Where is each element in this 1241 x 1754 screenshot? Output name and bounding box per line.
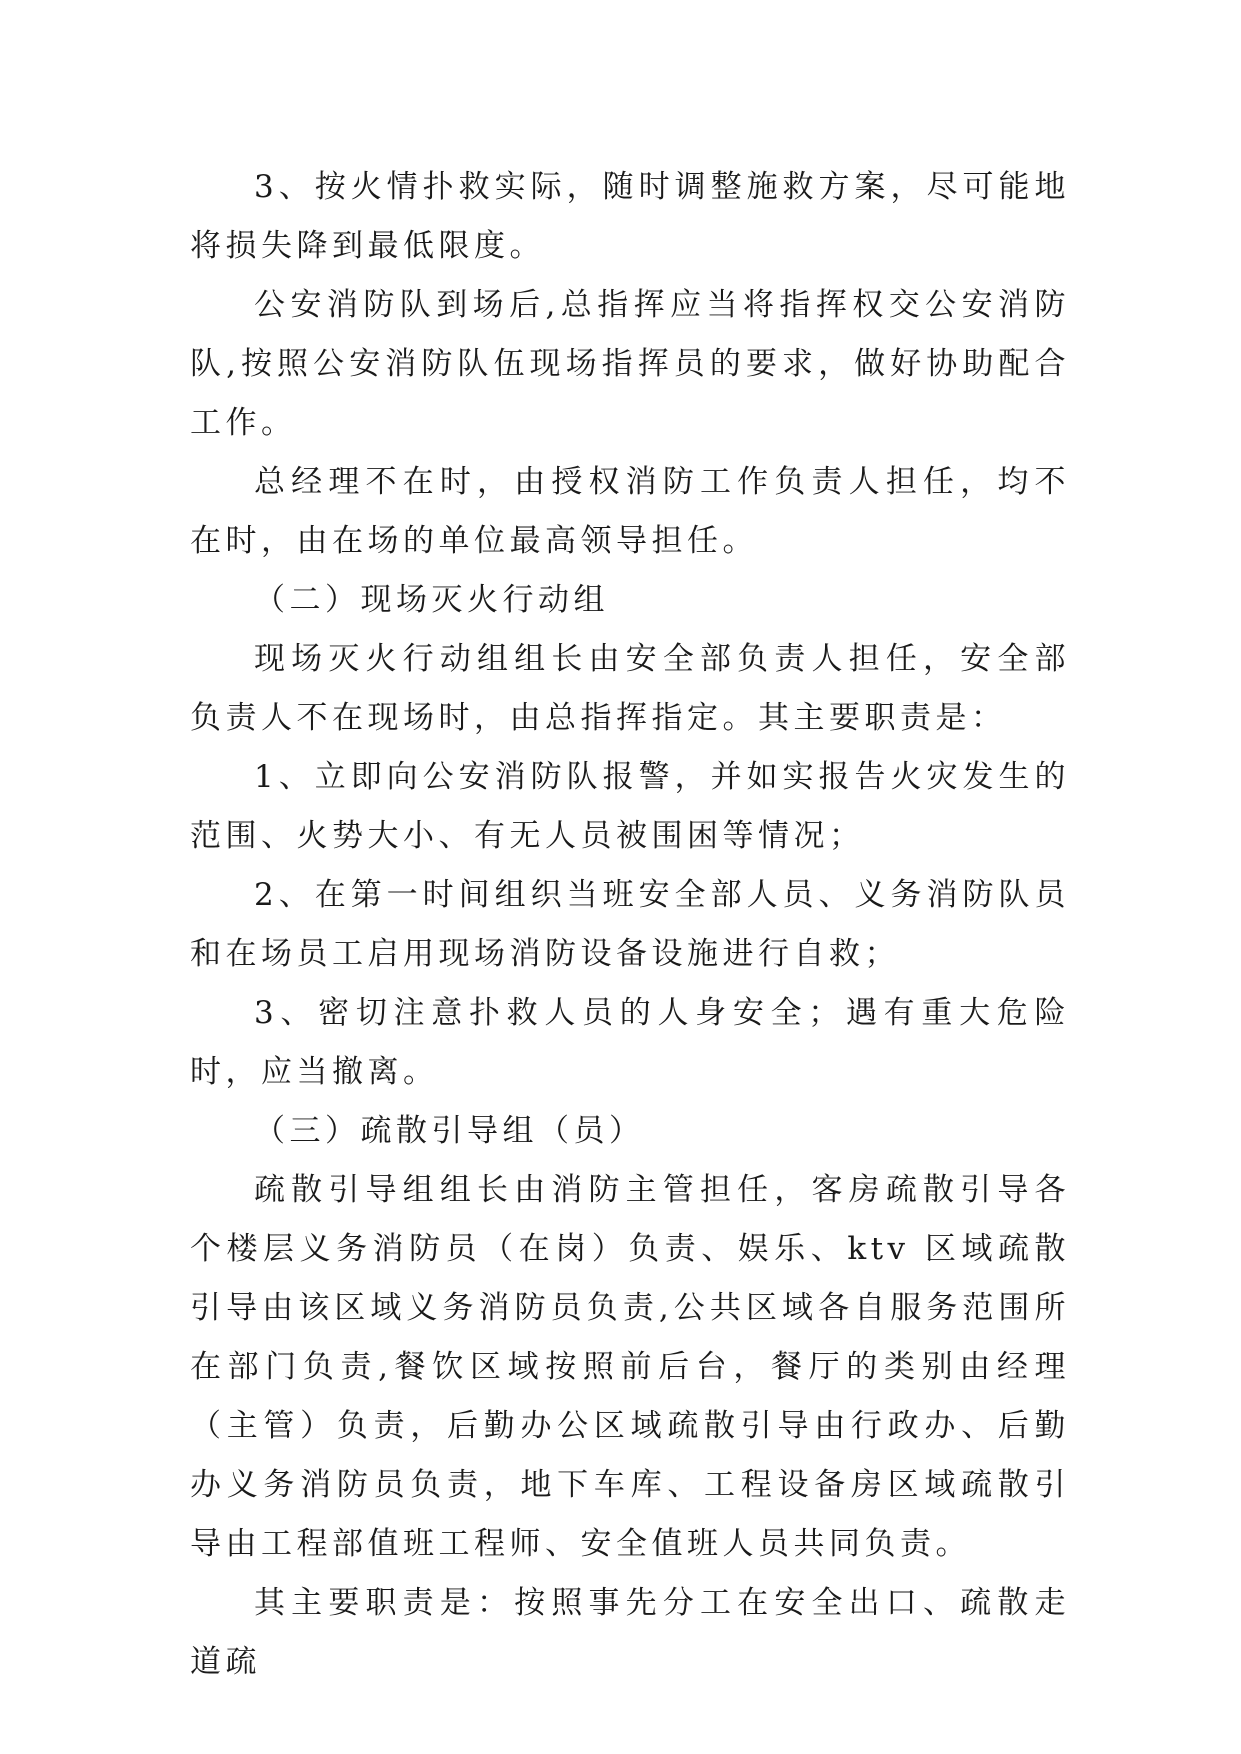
paragraph-step-3-adjust-plan: 3、按火情扑救实际，随时调整施救方案，尽可能地将损失降到最低限度。 xyxy=(190,169,1070,264)
paragraph-evacuation-group-leader: 疏散引导组组长由消防主管担任，客房疏散引导各个楼层义务消防员（在岗）负责、娱乐、ktv 区域疏散引导由该区域义务消防员负责,公共区域各自服务范围所在部门负责,餐饮区域按照前后台，餐厅的类别由经理（主管）负责，后勤办公区域疏散引导由行政办、后勤办义务消防员负责，地下车库、工程设备房区域疏散引导由工程部值班工程师、安全值班人员共同负责。 xyxy=(190,1172,1070,1562)
paragraph-evacuation-duties: 其主要职责是：按照事先分工在安全出口、疏散走道疏 xyxy=(190,1585,1070,1680)
paragraph-general-manager-absent: 总经理不在时，由授权消防工作负责人担任，均不在时，由在场的单位最高领导担任。 xyxy=(190,464,1070,559)
section-heading-firefighting-group: （二）现场灭火行动组 xyxy=(254,582,609,618)
paragraph-duty-1-report: 1、立即向公安消防队报警，并如实报告火灾发生的范围、火势大小、有无人员被围困等情况； xyxy=(190,759,1070,854)
paragraph-firefighting-group-leader: 现场灭火行动组组长由安全部负责人担任，安全部负责人不在现场时，由总指挥指定。其主要职责是： xyxy=(190,641,1070,736)
paragraph-duty-3-safety: 3、密切注意扑救人员的人身安全；遇有重大危险时，应当撤离。 xyxy=(190,995,1070,1090)
paragraph-fire-brigade-arrival: 公安消防队到场后,总指挥应当将指挥权交公安消防队,按照公安消防队伍现场指挥员的要求，做好协助配合工作。 xyxy=(190,287,1070,441)
paragraph-duty-2-self-rescue: 2、在第一时间组织当班安全部人员、义务消防队员和在场员工启用现场消防设备设施进行自救； xyxy=(190,877,1070,972)
document-body xyxy=(190,158,1070,1692)
section-heading-evacuation-group: （三）疏散引导组（员） xyxy=(254,1113,645,1149)
